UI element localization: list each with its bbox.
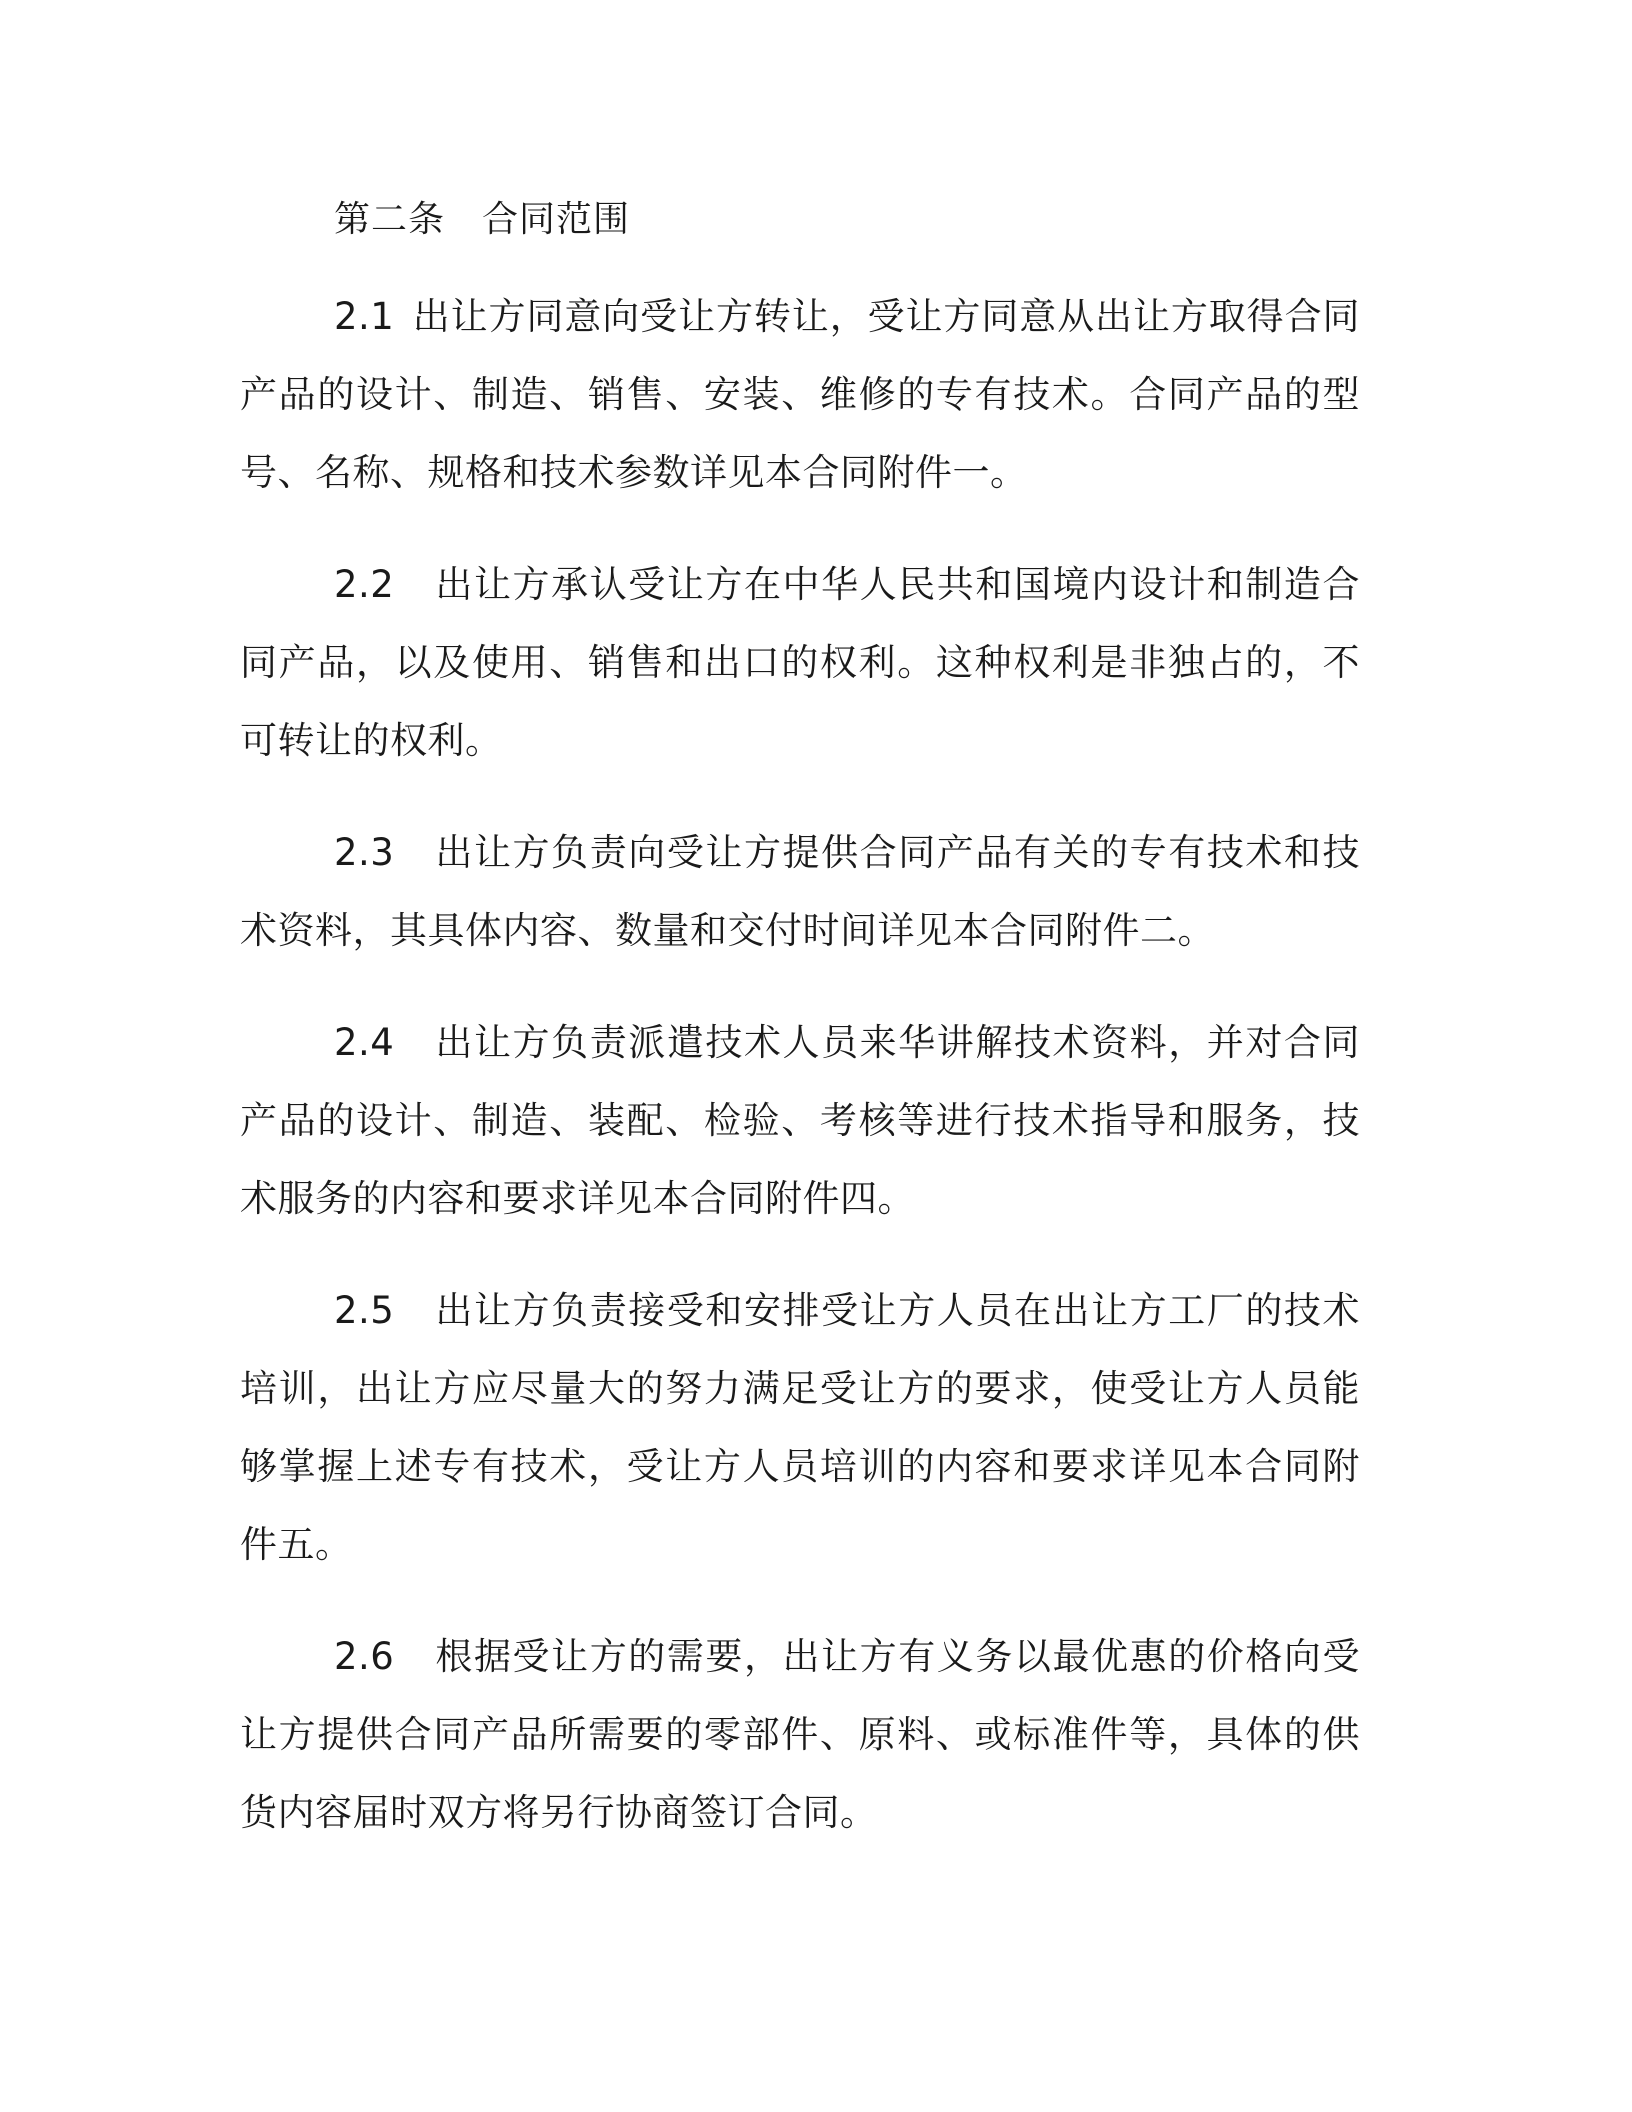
clause-text: 出让方同意向受让方转让，受让方同意从出让方取得合同产品的设计、制造、销售、安装、维修的专有技术。合同产品的型号、名称、规格和技术参数详见本合同附件一。: [240, 295, 1360, 494]
clause-number: 2.2: [334, 563, 395, 606]
clause-number: 2.6: [334, 1635, 395, 1678]
clause-number: 2.1: [334, 295, 395, 338]
clause-2-3: [240, 814, 1360, 970]
clause-number: 2.3: [334, 831, 395, 874]
clause-2-1: [240, 278, 1360, 512]
clause-text: 出让方负责接受和安排受让方人员在出让方工厂的技术培训，出让方应尽量大的努力满足受让方的要求，使受让方人员能够掌握上述专有技术，受让方人员培训的内容和要求详见本合同附件五。: [240, 1289, 1360, 1566]
clause-text: 出让方承认受让方在中华人民共和国境内设计和制造合同产品，以及使用、销售和出口的权利。这种权利是非独占的，不可转让的权利。: [240, 563, 1360, 762]
clause-2-2: [240, 546, 1360, 780]
contract-section: [240, 190, 1360, 1886]
clause-text: 出让方负责向受让方提供合同产品有关的专有技术和技术资料，其具体内容、数量和交付时间详见本合同附件二。: [240, 831, 1360, 952]
section-heading: 第二条 合同范围: [334, 199, 631, 240]
clause-text: 根据受让方的需要，出让方有义务以最优惠的价格向受让方提供合同产品所需要的零部件、原料、或标准件等，具体的供货内容届时双方将另行协商签订合同。: [240, 1635, 1360, 1834]
clause-2-4: [240, 1004, 1360, 1238]
clause-text: 出让方负责派遣技术人员来华讲解技术资料，并对合同产品的设计、制造、装配、检验、考核等进行技术指导和服务，技术服务的内容和要求详见本合同附件四。: [240, 1021, 1360, 1220]
clause-number: 2.4: [334, 1021, 395, 1064]
clause-number: 2.5: [334, 1289, 395, 1332]
clause-2-5: [240, 1272, 1360, 1584]
clause-2-6: [240, 1618, 1360, 1852]
